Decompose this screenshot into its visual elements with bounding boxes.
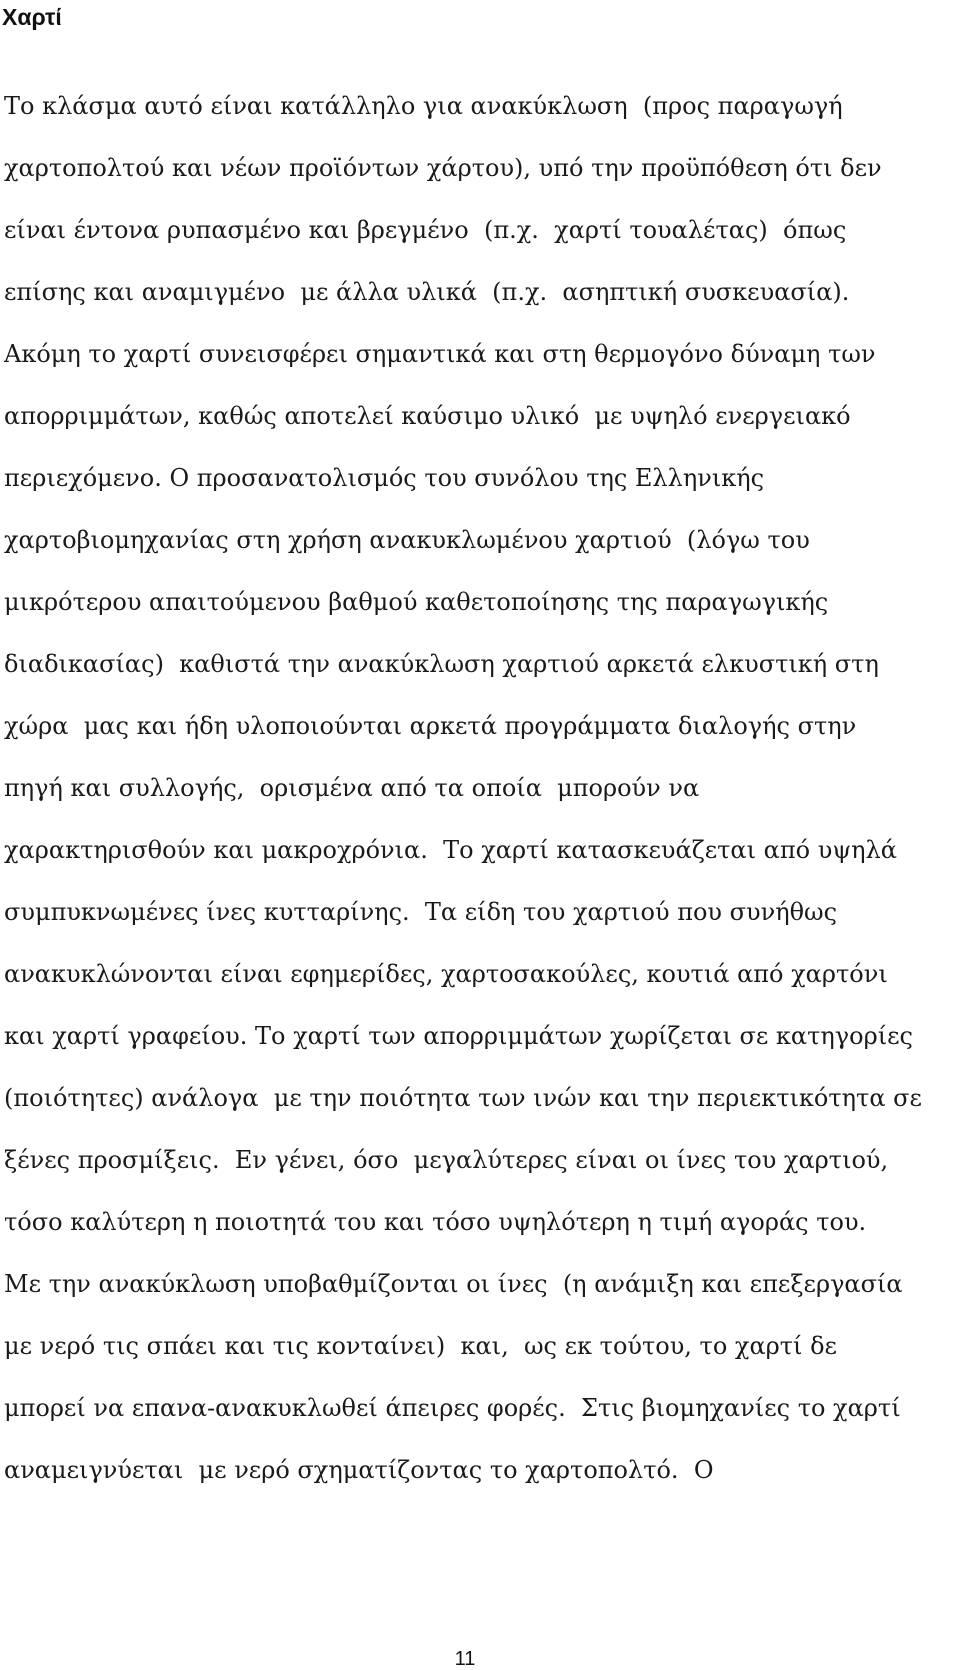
text-line: μπορεί να επανα-ανακυκλωθεί άπειρες φορές. Στις βιομηχανίες το χαρτί [4, 1394, 901, 1422]
text-line: συμπυκνωμένες ίνες κυτταρίνης. Τα είδη του χαρτιού που συνήθως [4, 898, 838, 926]
text-line: αναμειγνύεται με νερό σχηματίζοντας το χαρτοπολτό. Ο [4, 1456, 714, 1484]
text-line: Ακόμη το χαρτί συνεισφέρει σημαντικά και στη θερμογόνο δύναμη των [4, 340, 876, 368]
page-number: 11 [454, 1648, 476, 1670]
text-line: ανακυκλώνονται είναι εφημερίδες, χαρτοσακούλες, κουτιά από χαρτόνι [4, 960, 888, 988]
text-line: χαρτοπολτού και νέων προϊόντων χάρτου), υπό την προϋπόθεση ότι δεν [4, 154, 882, 182]
text-line: ξένες προσμίξεις. Εν γένει, όσο μεγαλύτερες είναι οι ίνες του χαρτιού, [4, 1146, 889, 1174]
text-line: και χαρτί γραφείου. Το χαρτί των απορριμμάτων χωρίζεται σε κατηγορίες [4, 1022, 913, 1050]
text-line: με νερό τις σπάει και τις κονταίνει) και, ως εκ τούτου, το χαρτί δε [4, 1332, 837, 1360]
text-line: διαδικασίας) καθιστά την ανακύκλωση χαρτιού αρκετά ελκυστική στη [4, 650, 879, 678]
text-line: μικρότερου απαιτούμενου βαθμού καθετοποίησης της παραγωγικής [4, 588, 829, 616]
text-line: απορριμμάτων, καθώς αποτελεί καύσιμο υλικό με υψηλό ενεργειακό [4, 402, 851, 430]
text-line: χώρα μας και ήδη υλοποιούνται αρκετά προγράμματα διαλογής στην [4, 712, 857, 740]
text-line: είναι έντονα ρυπασμένο και βρεγμένο (π.χ. χαρτί τουαλέτας) όπως [4, 216, 847, 244]
text-line: πηγή και συλλογής, ορισμένα από τα οποία μπορούν να [4, 774, 700, 802]
text-line: χαρακτηρισθούν και μακροχρόνια. Το χαρτί κατασκευάζεται από υψηλά [4, 836, 897, 864]
text-line: χαρτοβιομηχανίας στη χρήση ανακυκλωμένου χαρτιού (λόγω του [4, 526, 810, 554]
section-title: Χαρτί [2, 4, 62, 30]
text-line: Με την ανακύκλωση υποβαθμίζονται οι ίνες (η ανάμιξη και επεξεργασία [4, 1270, 903, 1298]
text-line: τόσο καλύτερη η ποιοτητά του και τόσο υψηλότερη η τιμή αγοράς του. [4, 1208, 867, 1236]
text-line: Το κλάσμα αυτό είναι κατάλληλο για ανακύκλωση (προς παραγωγή [4, 92, 843, 120]
text-line: επίσης και αναμιγμένο με άλλα υλικά (π.χ. ασηπτική συσκευασία). [4, 278, 850, 306]
text-line: (ποιότητες) ανάλογα με την ποιότητα των ινών και την περιεκτικότητα σε [4, 1084, 922, 1112]
body-paragraph [4, 88, 960, 1514]
text-line: περιεχόμενο. Ο προσανατολισμός του συνόλου της Ελληνικής [4, 464, 765, 492]
